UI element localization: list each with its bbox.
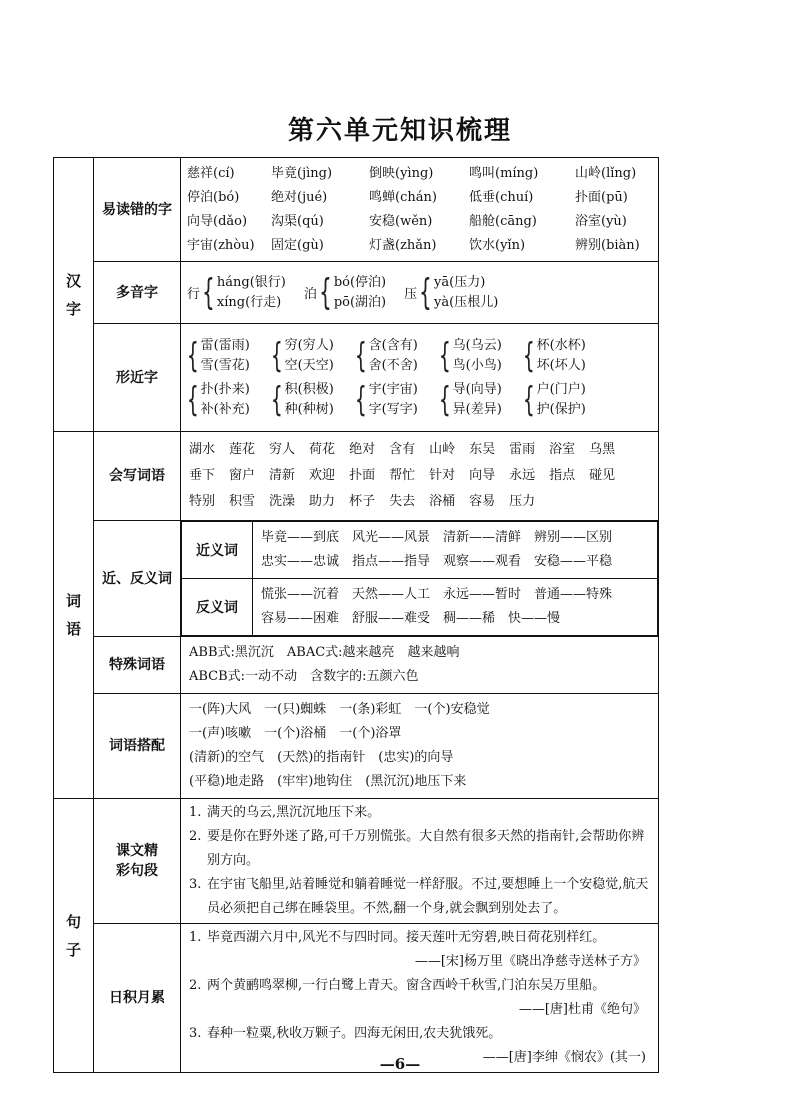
similar-item: 杯(水杯): [536, 337, 586, 353]
word-item: 窗户: [229, 468, 256, 483]
synonym-lines: [253, 522, 657, 578]
misread-item: 慈祥(cí): [187, 165, 235, 181]
word-item: 特别: [189, 494, 216, 509]
brace-icon: {: [522, 379, 535, 420]
word-item: 压力: [509, 494, 536, 509]
collocation-line: 一(声)咳嗽 一(个)浴桶 一(个)浴罩: [189, 726, 402, 741]
brace-icon: {: [186, 379, 199, 420]
brace-icon: {: [202, 271, 215, 313]
passage-text: 满天的乌云,黑沉沉地压下来。: [207, 805, 381, 820]
antonym-lines: [253, 579, 657, 635]
misread-item: 向导(dǎo): [187, 213, 248, 229]
synonym-line: 忠实——忠诚 指点——指导 观察——观看 安稳——平稳: [261, 554, 613, 569]
misread-item: 安稳(wěn): [369, 213, 433, 229]
section-hanzi: [54, 158, 94, 432]
word-item: 东吴: [469, 442, 496, 457]
word-item: 帮忙: [389, 468, 416, 483]
section-char: 语: [65, 620, 81, 638]
misread-item: 沟渠(qú): [271, 213, 324, 229]
word-item: 积雪: [229, 494, 256, 509]
brace-icon: {: [438, 335, 451, 376]
word-item: 山岭: [429, 442, 456, 457]
word-line: [189, 463, 650, 489]
poem-source: ——[宋]杨万里《晓出净慈寺送林子方》: [414, 954, 646, 969]
similar-pair: [453, 336, 502, 376]
syn-ant-label: 近、反义词: [94, 521, 181, 637]
similar-item: 字(写字): [368, 401, 418, 417]
brace-icon: {: [438, 379, 451, 420]
similar-pair: [369, 336, 418, 376]
page-number: —6—: [379, 1055, 421, 1073]
text-passages-label-line2: 彩句段: [116, 863, 158, 879]
write-words-label: 会写词语: [94, 432, 181, 521]
easy-misread-grid: [181, 159, 658, 261]
similar-pair: [285, 380, 334, 420]
misread-item: 停泊(bó): [187, 189, 240, 205]
misread-item: 船舱(cāng): [469, 213, 537, 229]
similar-item: 宇(宇宙): [368, 381, 418, 397]
passage-number: 3.: [189, 877, 202, 892]
similar-item: 空(天空): [284, 357, 334, 373]
page-title: 第六单元知识梳理: [287, 116, 512, 146]
word-item: 莲花: [229, 442, 256, 457]
passage-text: 要是你在野外迷了路,可千万别慌张。大自然有很多天然的指南针,会帮助你辨别方向。: [207, 829, 645, 868]
antonym-label: 反义词: [182, 579, 253, 636]
similar-item: 穷(穷人): [284, 337, 334, 353]
brace-icon: {: [522, 335, 535, 376]
collocation-line: (平稳)地走路 (牢牢)地钩住 (黑沉沉)地压下来: [189, 774, 467, 789]
misread-item: 饮水(yǐn): [469, 237, 526, 253]
similar-group: [353, 380, 437, 420]
similar-group: [521, 336, 605, 376]
daily-label: 日积月累: [94, 924, 181, 1073]
polyphonic-readings: [434, 273, 498, 313]
similar-pair: [537, 380, 586, 420]
misread-item: 绝对(jué): [271, 189, 328, 205]
special-words-lines: [181, 637, 658, 693]
similar-group: [437, 336, 521, 376]
polyphonic-group: [404, 273, 498, 313]
poem-number: 1.: [189, 930, 202, 945]
word-item: 容易: [469, 494, 496, 509]
misread-item: 辨别(biàn): [575, 237, 640, 253]
section-juzi: [54, 799, 94, 1073]
collocation-lines: [181, 694, 658, 798]
passage-number: 1.: [189, 805, 202, 820]
polyphonic-reading: pō(湖泊): [333, 294, 387, 310]
word-item: 垂下: [189, 468, 216, 483]
collocation-line: (清新)的空气 (天然)的指南针 (忠实)的向导: [189, 750, 454, 765]
passage-item: [189, 825, 650, 873]
similar-group: [185, 380, 269, 420]
collocation-label: 词语搭配: [94, 694, 181, 799]
misread-item: 倒映(yìng): [369, 165, 434, 181]
misread-item: 鸣蝉(chán): [369, 189, 437, 205]
special-words-label: 特殊词语: [94, 637, 181, 694]
section-ciyu: [54, 432, 94, 799]
polyphonic-label: 多音字: [94, 262, 181, 324]
word-item: 指点: [549, 468, 576, 483]
polyphonic-reading: bó(停泊): [333, 274, 387, 290]
text-passages-label-line1: 课文精: [116, 843, 158, 859]
poem-text: 春种一粒粟,秋收万颗子。四海无闲田,农夫犹饿死。: [207, 1026, 502, 1041]
similar-pair: [201, 380, 250, 420]
word-item: 荷花: [309, 442, 336, 457]
similar-shape-list: [181, 330, 658, 426]
word-line: [189, 437, 650, 463]
section-char: 词: [65, 592, 81, 610]
misread-item: 扑面(pū): [575, 189, 628, 205]
passage-text: 在宇宙飞船里,站着睡觉和躺着睡觉一样舒服。不过,要想睡上一个安稳觉,航天员必须把自己绑在睡袋里。不然,翻一个身,就会飘到别处去了。: [207, 877, 649, 916]
similar-shape-label: 形近字: [94, 324, 181, 432]
special-line: ABB式:黑沉沉 ABAC式:越来越亮 越来越响: [189, 645, 460, 660]
poem-item: [189, 1022, 650, 1046]
section-juzi-label: [54, 908, 93, 964]
word-item: 失去: [389, 494, 416, 509]
word-item: 助力: [309, 494, 336, 509]
similar-group: [437, 380, 521, 420]
text-passages-list: [181, 799, 658, 923]
easy-misread-label: 易读错的字: [94, 158, 181, 262]
similar-item: 含(含有): [368, 337, 418, 353]
word-item: 绝对: [349, 442, 376, 457]
polyphonic-list: [181, 267, 658, 319]
misread-item: 毕竟(jìng): [271, 165, 333, 181]
polyphonic-readings: [217, 273, 286, 313]
word-item: 浴室: [549, 442, 576, 457]
knowledge-table: [53, 157, 659, 1073]
misread-item: 固定(gù): [271, 237, 324, 253]
passage-number: 2.: [189, 829, 202, 844]
antonym-line: 慌张——沉着 天然——人工 永远——暂时 普通——特殊: [261, 587, 613, 602]
brace-icon: {: [319, 271, 332, 313]
similar-item: 导(向导): [452, 381, 502, 397]
poem-source: ——[唐]李绅《悯农》(其一): [482, 1050, 646, 1065]
polyphonic-group: [304, 273, 386, 313]
misread-item: 灯盏(zhǎn): [369, 237, 437, 253]
poem-item: [189, 974, 650, 998]
similar-item: 积(积极): [284, 381, 334, 397]
word-item: 针对: [429, 468, 456, 483]
similar-pair: [453, 380, 502, 420]
similar-pair: [285, 336, 334, 376]
word-line: [189, 489, 650, 515]
brace-icon: {: [270, 335, 283, 376]
similar-group: [521, 380, 605, 420]
polyphonic-reading: háng(银行): [216, 274, 286, 290]
word-item: 欢迎: [309, 468, 336, 483]
similar-item: 乌(乌云): [452, 337, 502, 353]
word-item: 洗澡: [269, 494, 296, 509]
similar-pair: [201, 336, 250, 376]
similar-item: 异(差异): [452, 401, 502, 417]
brace-icon: {: [354, 335, 367, 376]
word-item: 向导: [469, 468, 496, 483]
special-line: ABCB式:一动不动 含数字的:五颜六色: [189, 669, 419, 684]
misread-item: 浴室(yù): [575, 213, 627, 229]
polyphonic-reading: yā(压力): [434, 274, 486, 290]
section-hanzi-label: [54, 267, 93, 323]
misread-item: 鸣叫(míng): [469, 165, 539, 181]
similar-item: 护(保护): [536, 401, 586, 417]
write-words-list: [181, 432, 658, 520]
similar-item: 舍(不舍): [368, 357, 418, 373]
word-item: 湖水: [189, 442, 216, 457]
similar-pair: [369, 380, 418, 420]
similar-item: 雪(雪花): [200, 357, 250, 373]
brace-icon: {: [186, 335, 199, 376]
poem-source: ——[唐]杜甫《绝句》: [518, 1002, 646, 1017]
polyphonic-readings: [334, 273, 386, 313]
polyphonic-reading: yà(压根儿): [434, 294, 499, 310]
word-item: 碰见: [589, 468, 616, 483]
word-item: 雷雨: [509, 442, 536, 457]
similar-pair: [537, 336, 586, 376]
similar-group: [269, 336, 353, 376]
polyphonic-char: 泊: [303, 287, 317, 302]
word-item: 扑面: [349, 468, 376, 483]
text-passages-label: [94, 799, 181, 924]
antonym-line: 容易——困难 舒服——难受 稠——稀 快——慢: [261, 611, 561, 626]
section-char: 字: [65, 299, 81, 318]
word-item: 含有: [389, 442, 416, 457]
similar-item: 鸟(小鸟): [452, 357, 502, 373]
misread-item: 低垂(chuí): [469, 189, 534, 205]
similar-group: [269, 380, 353, 420]
daily-list: [181, 924, 658, 1072]
passage-item: [189, 873, 650, 921]
brace-icon: {: [270, 379, 283, 420]
similar-group: [185, 336, 269, 376]
poem-number: 2.: [189, 978, 202, 993]
section-char: 句: [65, 912, 81, 931]
similar-item: 补(补充): [200, 401, 250, 417]
similar-group: [353, 336, 437, 376]
similar-item: 种(种树): [284, 401, 334, 417]
passage-item: [189, 801, 650, 825]
section-char: 子: [65, 940, 81, 959]
polyphonic-char: 压: [404, 287, 418, 302]
polyphonic-char: 行: [187, 287, 201, 302]
collocation-line: 一(阵)大风 一(只)蜘蛛 一(条)彩虹 一(个)安稳觉: [189, 702, 490, 717]
similar-item: 坏(坏人): [536, 357, 586, 373]
poem-text: 两个黄鹂鸣翠柳,一行白鹭上青天。窗含西岭千秋雪,门泊东吴万里船。: [207, 978, 606, 993]
syn-ant-table: [181, 521, 658, 636]
similar-item: 户(门户): [536, 381, 586, 397]
word-item: 杯子: [349, 494, 376, 509]
word-item: 乌黑: [589, 442, 616, 457]
word-item: 永远: [509, 468, 536, 483]
word-item: 浴桶: [429, 494, 456, 509]
section-char: 汉: [65, 271, 81, 290]
polyphonic-group: [187, 273, 286, 313]
similar-item: 雷(雷雨): [200, 337, 250, 353]
synonym-label: 近义词: [182, 522, 253, 579]
misread-item: 山岭(lǐng): [575, 165, 637, 181]
misread-item: 宇宙(zhòu): [187, 237, 255, 253]
brace-icon: {: [419, 271, 432, 313]
brace-icon: {: [354, 379, 367, 420]
polyphonic-reading: xíng(行走): [216, 294, 282, 310]
synonym-line: 毕竟——到底 风光——风景 清新——清鲜 辨别——区别: [261, 530, 613, 545]
poem-item: [189, 926, 650, 950]
section-ciyu-label: [54, 587, 93, 643]
word-item: 穷人: [269, 442, 296, 457]
poem-number: 3.: [189, 1026, 202, 1041]
word-item: 清新: [269, 468, 296, 483]
poem-text: 毕竟西湖六月中,风光不与四时同。接天莲叶无穷碧,映日荷花别样红。: [207, 930, 606, 945]
similar-item: 扑(扑来): [200, 381, 250, 397]
